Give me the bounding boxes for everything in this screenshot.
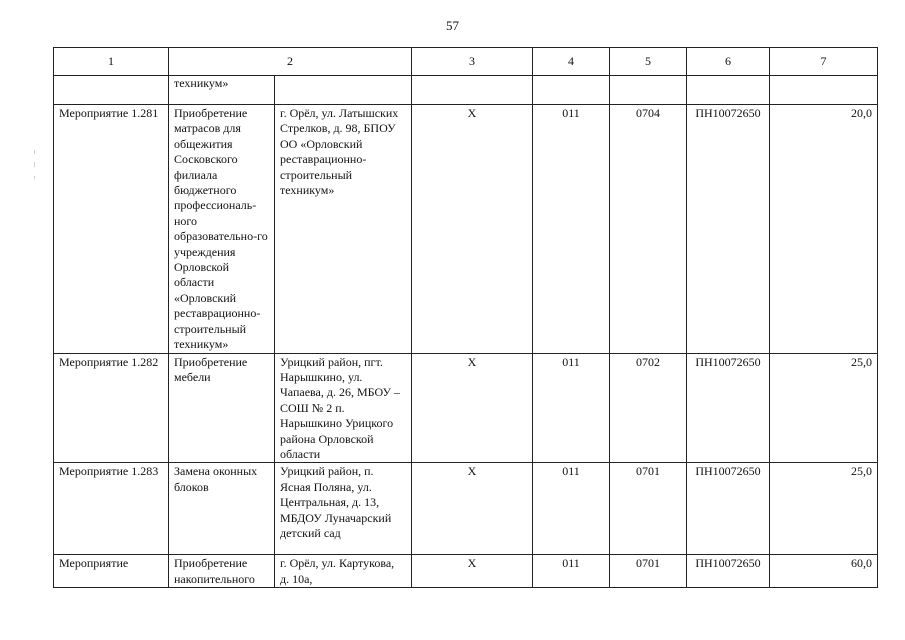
scan-artifact-mark [34,150,35,154]
table-row [54,105,878,354]
table-cell-col3: Х [412,353,533,463]
table-cell-col6: ПН10072650 [687,463,770,555]
table-cell-event: Мероприятие [54,555,169,588]
scan-artifact-mark [34,162,35,167]
table-cell [687,76,770,105]
table-cell-col6: ПН10072650 [687,353,770,463]
table-cell-name: техникум» [169,76,275,105]
table-cell [770,76,878,105]
table-cell-col7: 20,0 [770,105,878,354]
table-cell-col4: 011 [533,353,610,463]
table-cell-col6: ПН10072650 [687,105,770,354]
table-cell-event: Мероприятие 1.281 [54,105,169,354]
table-cell-col3: Х [412,555,533,588]
scan-artifact-mark [34,176,35,179]
header-cell: 6 [687,48,770,76]
table-cell-col3: Х [412,105,533,354]
table-cell-col4: 011 [533,463,610,555]
table-cell [533,76,610,105]
table-cell-address: Урицкий район, п. Ясная Поляна, ул. Центральная, д. 13, МБДОУ Луначарский детский сад [275,463,412,555]
table-cell-col5: 0702 [610,353,687,463]
table-cell-col4: 011 [533,105,610,354]
table-cell-event: Мероприятие 1.283 [54,463,169,555]
table-cell-name: Приобретение мебели [169,353,275,463]
table-cell-event: Мероприятие 1.282 [54,353,169,463]
table-cell-col7: 25,0 [770,353,878,463]
header-cell: 4 [533,48,610,76]
table-cell [54,76,169,105]
table-header-row [54,48,878,76]
table-cell-address: Урицкий район, пгт. Нарышкино, ул. Чапаева, д. 26, МБОУ – СОШ № 2 п. Нарышкино Урицкого района Орловской области [275,353,412,463]
table-cell [610,76,687,105]
table-cell-address [275,76,412,105]
table-cell-col3: Х [412,463,533,555]
budget-table [53,47,878,588]
table-cell-address: г. Орёл, ул. Картукова, д. 10а, [275,555,412,588]
table-cell-col4: 011 [533,555,610,588]
header-cell: 1 [54,48,169,76]
table-row [54,463,878,555]
table-cell-name: Приобретение накопительного [169,555,275,588]
header-cell: 2 [169,48,412,76]
table-cell-col6: ПН10072650 [687,555,770,588]
table-row-continuation [54,76,878,105]
table-cell-col5: 0701 [610,463,687,555]
page-number: 57 [446,18,459,33]
table-cell-col7: 60,0 [770,555,878,588]
header-cell: 5 [610,48,687,76]
table-cell [412,76,533,105]
table-cell-name: Замена оконных блоков [169,463,275,555]
table-row [54,353,878,463]
table-cell-col7: 25,0 [770,463,878,555]
table-cell-address: г. Орёл, ул. Латышских Стрелков, д. 98, БПОУ ОО «Орловский реставрационно-строительный техникум» [275,105,412,354]
table-cell-col5: 0701 [610,555,687,588]
table-row [54,555,878,588]
header-cell: 7 [770,48,878,76]
table-cell-name: Приобретение матрасов для общежития Сосковского филиала бюджетного профессиональ-ного образовательно-го учреждения Орловской области «Орловский реставрационно-строительный техникум» [169,105,275,354]
header-cell: 3 [412,48,533,76]
table-cell-col5: 0704 [610,105,687,354]
